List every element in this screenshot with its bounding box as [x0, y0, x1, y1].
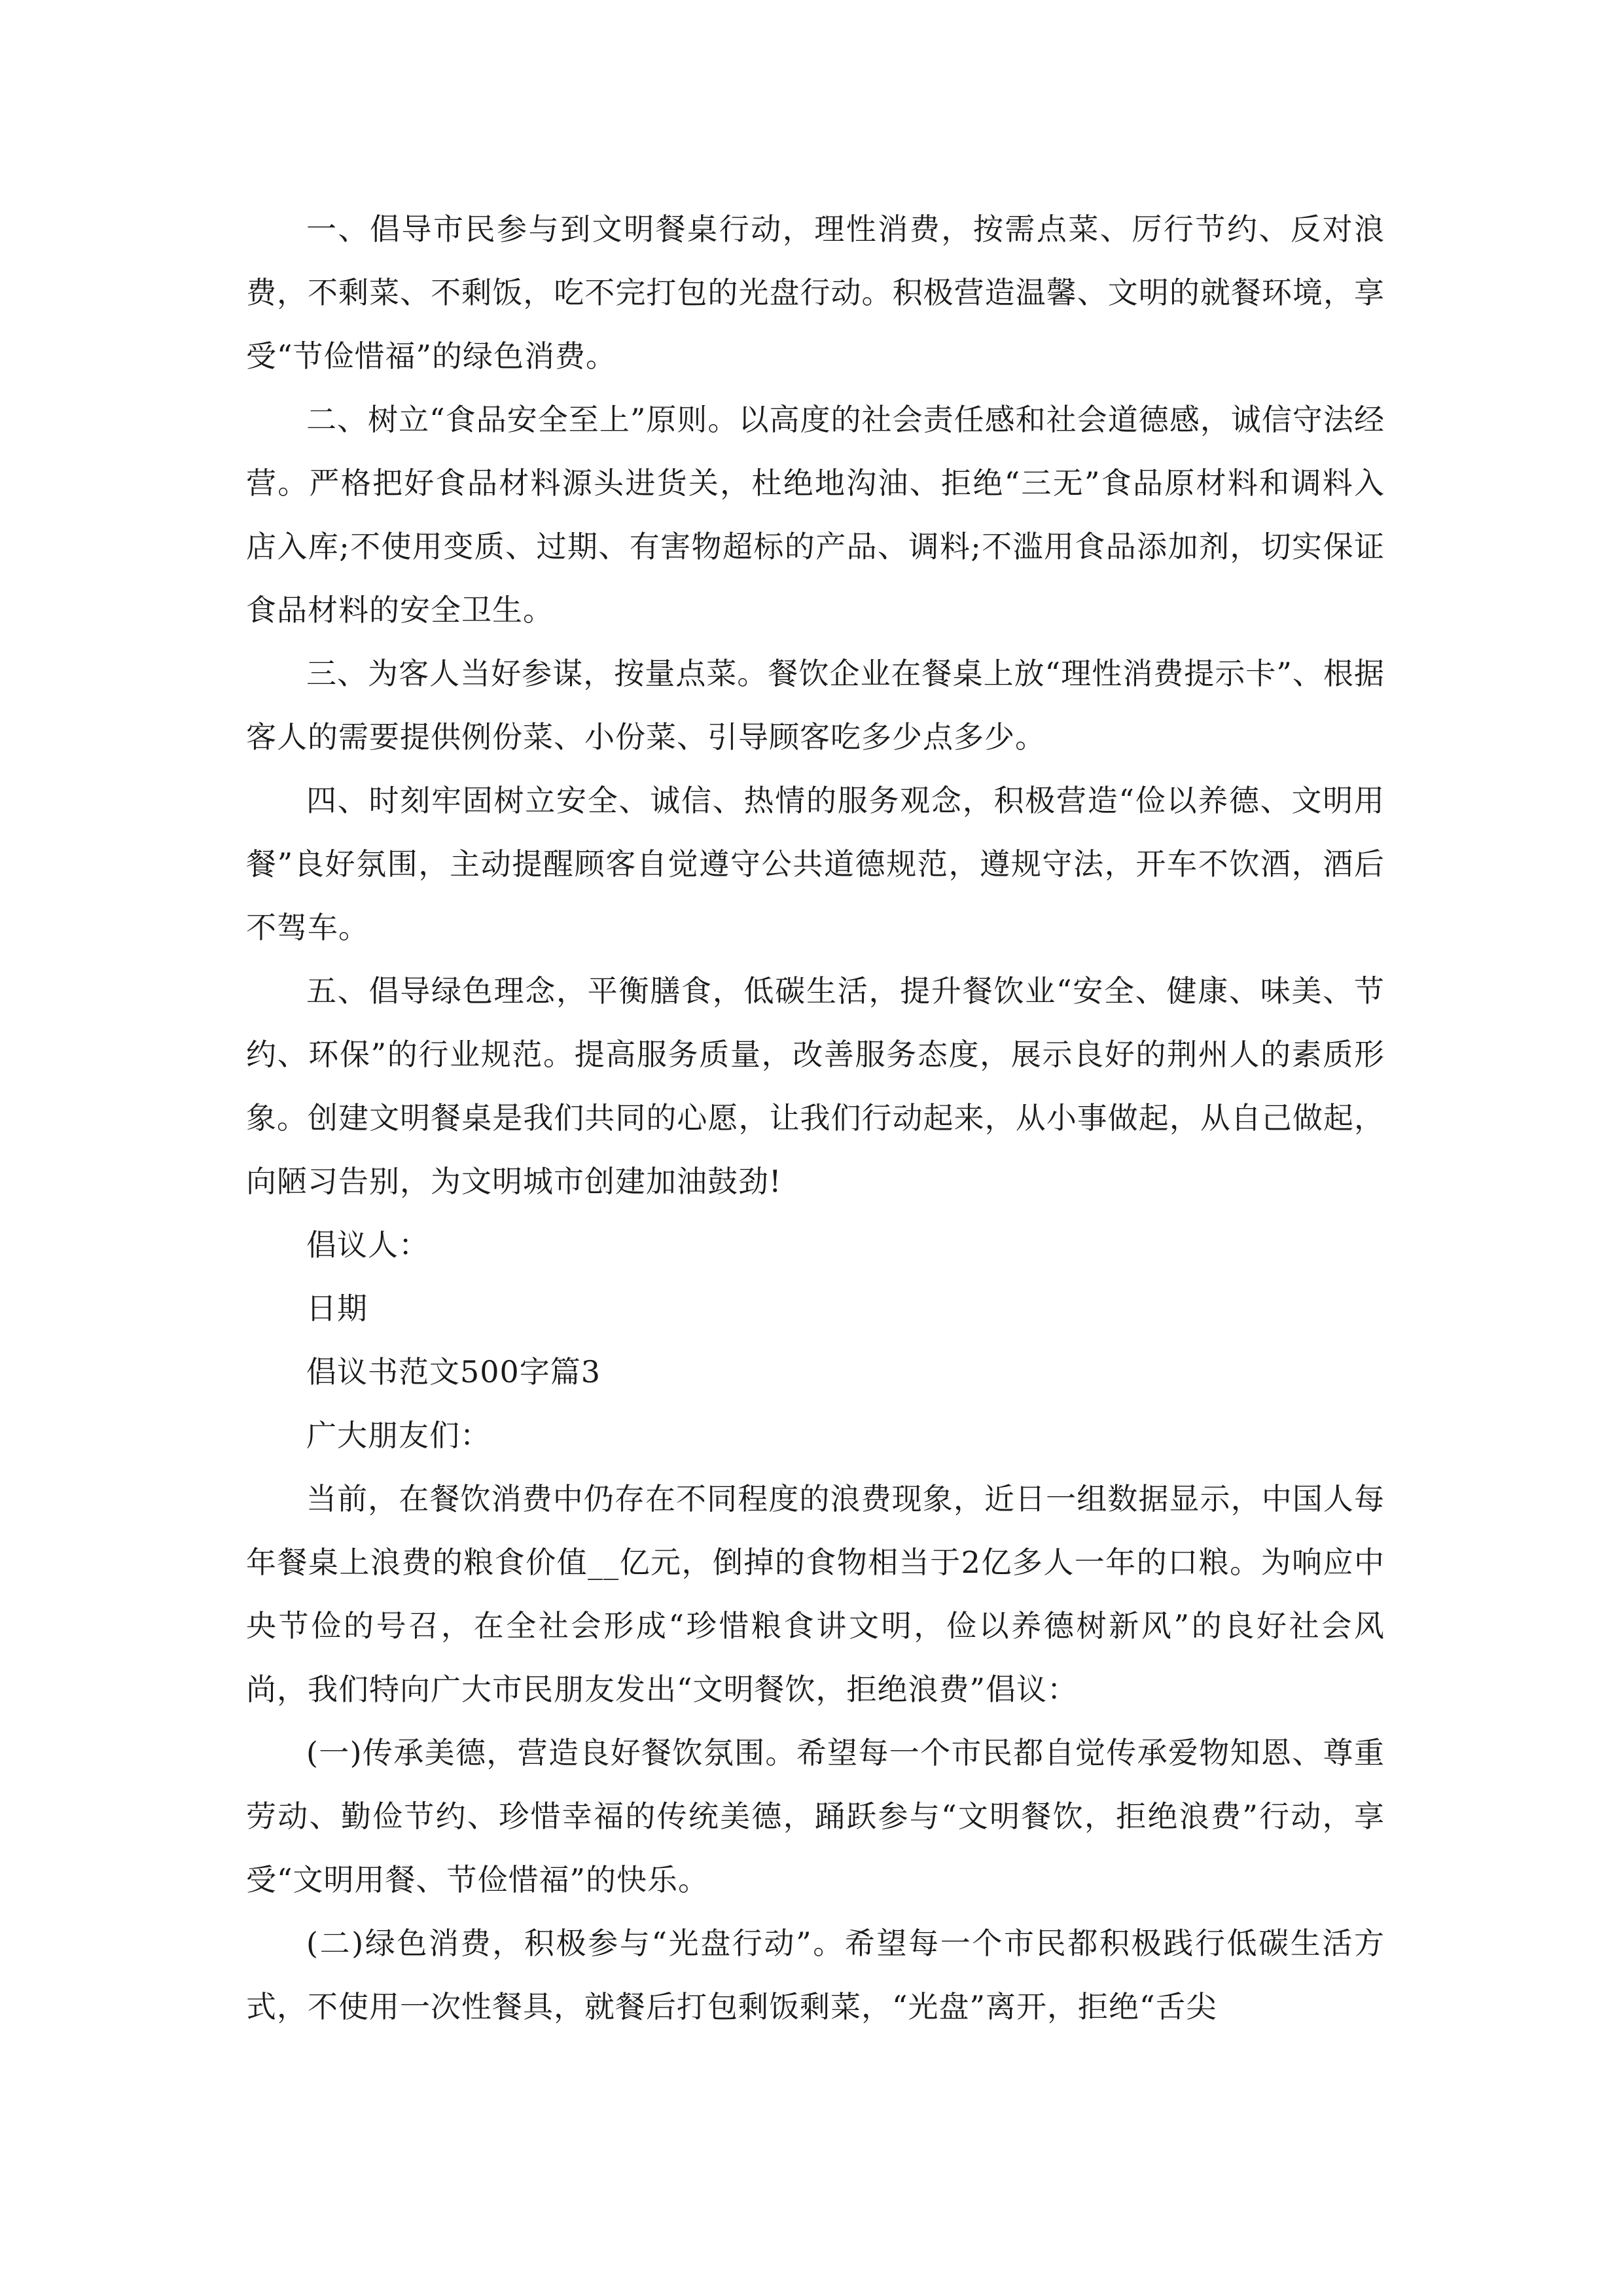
section-heading: 倡议书范文500字篇3 — [306, 1354, 601, 1390]
paragraph-2: 二、树立“食品安全至上”原则。以高度的社会责任感和社会道德感，诚信守法经营。严格把好食品材料源头进货关，杜绝地沟油、拒绝“三无”食品原材料和调料入店入库;不使用变质、过期、有害物超标的产品、调料;不滥用食品添加剂，切实保证食品材料的安全卫生。 — [246, 402, 1385, 628]
paragraph-4: 四、时刻牢固树立安全、诚信、热情的服务观念，积极营造“俭以养德、文明用餐”良好氛围，主动提醒顾客自觉遵守公共道德规范，遵规守法，开车不饮酒，酒后不驾车。 — [246, 783, 1385, 945]
paragraph-1: 一、倡导市民参与到文明餐桌行动，理性消费，按需点菜、厉行节约、反对浪费，不剩菜、不剩饭，吃不完打包的光盘行动。积极营造温馨、文明的就餐环境，享受“节俭惜福”的绿色消费。 — [246, 211, 1385, 374]
date-label: 日期 — [306, 1291, 368, 1326]
document-body — [246, 198, 1385, 2039]
signatory-label: 倡议人： — [306, 1227, 429, 1263]
paragraph-8: (二)绿色消费，积极参与“光盘行动”。希望每一个市民都积极践行低碳生活方式，不使用一次性餐具，就餐后打包剩饭剩菜，“光盘”离开，拒绝“舌尖 — [246, 1926, 1385, 2024]
paragraph-7: (一)传承美德，营造良好餐饮氛围。希望每一个市民都自觉传承爱物知恩、尊重劳动、勤俭节约、珍惜幸福的传统美德，踊跃参与“文明餐饮，拒绝浪费”行动，享受“文明用餐、节俭惜福”的快乐。 — [246, 1735, 1385, 1897]
paragraph-3: 三、为客人当好参谋，按量点菜。餐饮企业在餐桌上放“理性消费提示卡”、根据客人的需要提供例份菜、小份菜、引导顾客吃多少点多少。 — [246, 656, 1385, 755]
paragraph-6: 当前，在餐饮消费中仍存在不同程度的浪费现象，近日一组数据显示，中国人每年餐桌上浪费的粮食价值__亿元，倒掉的食物相当于2亿多人一年的口粮。为响应中央节俭的号召，在全社会形成“珍惜粮食讲文明，俭以养德树新风”的良好社会风尚，我们特向广大市民朋友发出“文明餐饮，拒绝浪费”倡议： — [246, 1481, 1385, 1707]
salutation: 广大朋友们： — [306, 1418, 491, 1453]
paragraph-5: 五、倡导绿色理念，平衡膳食，低碳生活，提升餐饮业“安全、健康、味美、节约、环保”的行业规范。提高服务质量，改善服务态度，展示良好的荆州人的素质形象。创建文明餐桌是我们共同的心愿，让我们行动起来，从小事做起，从自己做起，向陋习告别，为文明城市创建加油鼓劲! — [246, 973, 1385, 1199]
